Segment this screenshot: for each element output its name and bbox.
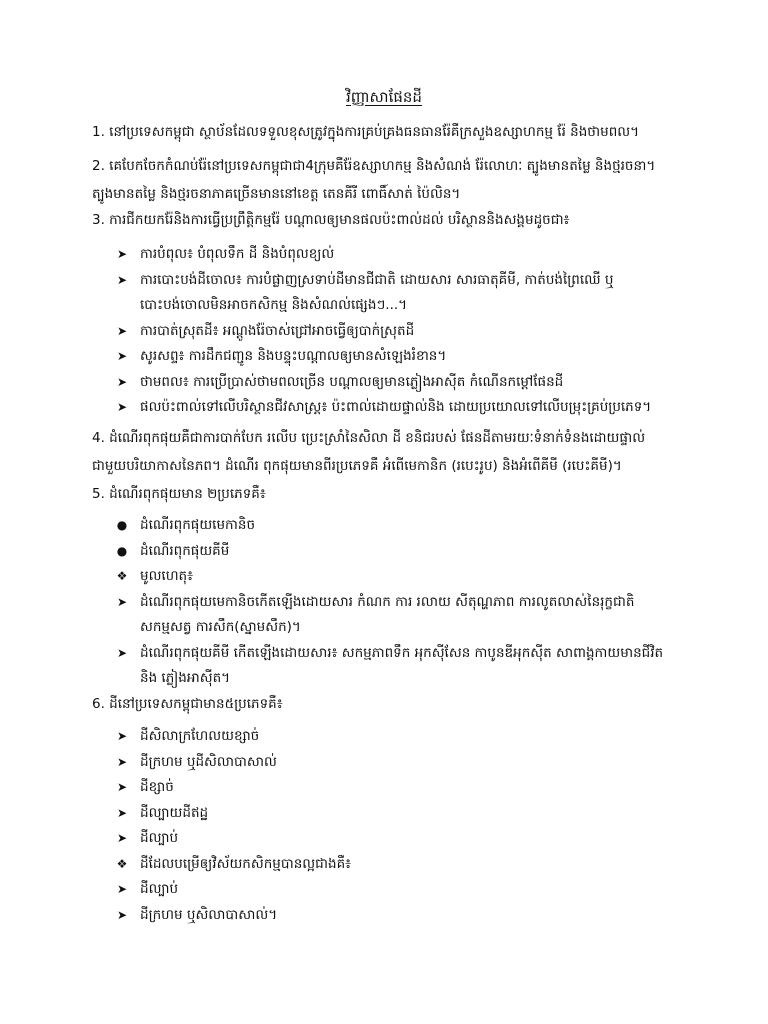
- item-text: ថាមពល៖ ការប្រើប្រាស់ថាមពលច្រើន បណ្តាលឲ្យមានភ្លៀងអាស៊ីត កំណើនកម្ដៅផែនដី: [140, 373, 564, 390]
- item-text: ដីល្បាប់: [140, 830, 179, 846]
- answer-list-6: [113, 724, 683, 928]
- arrow-bullet-icon: ➤: [116, 780, 128, 794]
- arrow-bullet-icon: ➤: [116, 400, 128, 414]
- list-item: [113, 268, 683, 319]
- question-1: [92, 118, 692, 146]
- round-bullet-icon: ●: [116, 543, 128, 558]
- diamond-bullet-icon: ❖: [116, 856, 128, 871]
- list-item: [113, 775, 683, 801]
- item-text: ការបំពុល៖ បំពុលទឹក ដី និងបំពុលខ្យល់: [140, 246, 335, 262]
- item-text: ដីល្បាប់: [140, 881, 179, 897]
- answer-list-3: [113, 242, 683, 421]
- document-title: វិញ្ញាសាផែនដី: [346, 88, 422, 106]
- text-line: ត្បូងមានតម្លៃ និងថ្មរចនាភាគច្រើនមាននៅខេត្ត តេនគីរី ពោធិ៍សាត់ ប៉ៃលិន។: [92, 186, 461, 202]
- arrow-bullet-icon: ➤: [116, 754, 128, 769]
- item-text: ដំណើរពុកផុយមេកានិចកើតឡើងដោយសារ កំណក ការ រលាយ សីតុណ្ហភាព ការលូតលាស់នៃរុក្ខជាតិ: [140, 593, 635, 610]
- arrow-bullet-icon: ➤: [116, 907, 128, 922]
- item-text: ដំណើរពុកផុយមេកានិច: [140, 517, 256, 533]
- question-4: [92, 424, 692, 480]
- text-line: 2. គេបែកចែកកំណប់រ៉ែនៅប្រទេសកម្ពុជាជា4ក្រុមគឺរ៉ែឧស្សាហកម្ម និងសំណង់ រ៉ែលោហៈ ត្បូងមានតម្លៃ និងថ្មរចនា។: [92, 158, 656, 174]
- diamond-bullet-icon: ❖: [116, 569, 128, 583]
- item-text: ផលប៉ះពាល់ទៅលើបរិស្ថានជីវសាស្ត្រ៖ ប៉ះពាល់ដោយផ្ទាល់និង ដោយប្រយោលទៅលើបម្រុះគ្រប់ប្រភេទ។: [140, 399, 652, 415]
- list-item: [113, 242, 683, 268]
- round-bullet-icon: ●: [116, 518, 128, 532]
- list-item: [113, 877, 683, 903]
- question-2: [92, 152, 692, 208]
- list-item: [113, 344, 683, 370]
- item-text: ដីល្បាយដីឥដ្ឋ: [140, 804, 209, 821]
- item-text: ការបាត់ស្រុតដី៖ អណ្តូងរ៉ែចាស់ជ្រៅអាចធ្វើឲ្យបាក់ស្រុតដី: [140, 322, 415, 339]
- list-item: [113, 852, 683, 878]
- list-item: [113, 903, 683, 929]
- list-item: [113, 370, 683, 396]
- list-item: [113, 564, 683, 590]
- arrow-bullet-icon: ➤: [116, 882, 128, 896]
- arrow-bullet-icon: ➤: [116, 323, 128, 338]
- item-text: បោះបង់ចោលមិនអាចកសិកម្ម និងសំណល់ផ្សេងៗ...។: [140, 297, 408, 313]
- arrow-bullet-icon: ➤: [116, 594, 128, 609]
- item-text: ដំណើរពុកផុយគីមី កើតឡើងដោយសារ៖ សកម្មភាពទឹក អុកស៊ីសែន កាបូនឌីអុកស៊ីត សាពាង្គកាយមានជីវិត: [140, 644, 664, 661]
- arrow-bullet-icon: ➤: [116, 805, 128, 820]
- list-item: [113, 724, 683, 750]
- text-line: 4. ដំណើរពុកផុយគឺជាការបាក់បែក រលើប ប្រេះស្រាំនៃសិលា ដី ខនិជរបស់ ផែនដីតាមរយៈទំនាក់ទំនងដោយផ្ទាល់: [92, 430, 646, 446]
- list-item: [113, 319, 683, 345]
- list-item: [113, 750, 683, 776]
- list-item: [113, 395, 683, 421]
- item-text: ដីដែលបម្រើឲ្យវិស័យកសិកម្មបានល្អជាងគឺ៖: [140, 855, 352, 872]
- item-text: សកម្មសត្វ ការសឹក(ស្នាមសឹក)។: [140, 619, 301, 635]
- list-item: [113, 590, 683, 641]
- item-text: សូរសព្ទ៖ ការដឹកជញ្ជូន និងបន្ទុះបណ្តាលឲ្យមានសំឡេងរំខាន។: [140, 348, 447, 364]
- list-item: [113, 826, 683, 852]
- list-item: [113, 641, 683, 692]
- item-text: ដីខ្សាច់: [140, 779, 174, 795]
- item-text: និង ភ្លៀងអាស៊ីត។: [140, 670, 231, 686]
- arrow-bullet-icon: ➤: [116, 374, 128, 389]
- question-6: [92, 690, 692, 718]
- question-5: [92, 480, 692, 508]
- list-item: [113, 539, 683, 565]
- text-line: 6. ដីនៅប្រទេសកម្ពុជាមាន៥ប្រភេទគឺ៖: [92, 696, 283, 712]
- arrow-bullet-icon: ➤: [116, 729, 128, 743]
- text-line: ជាមួយបរិយាកាសនៃភព។ ដំណើរ ពុកផុយមានពីរប្រភេទគឺ អំពើមេកានិក (របេះរូប) និងអំពើគីមី (របេះគីមី)។: [92, 458, 622, 474]
- text-line: 1. នៅប្រទេសកម្ពុជា ស្ថាប័នដែលទទួលខុសត្រូវក្នុងការគ្រប់គ្រងធនធានរ៉ែគឺក្រសួងឧស្សាហកម្ម រ៉ែ និងថាមពល។: [92, 124, 640, 140]
- arrow-bullet-icon: ➤: [116, 247, 128, 261]
- item-text: ដីសិលាក្រហែលយខ្សាច់: [140, 728, 260, 744]
- arrow-bullet-icon: ➤: [116, 272, 128, 287]
- list-item: [113, 513, 683, 539]
- item-text: ដំណើរពុកផុយគីមី: [140, 542, 230, 559]
- arrow-bullet-icon: ➤: [116, 831, 128, 845]
- question-3: [92, 206, 692, 234]
- arrow-bullet-icon: ➤: [116, 349, 128, 363]
- text-line: 5. ដំណើរពុកផុយមាន ២ប្រភេទគឺ៖: [92, 486, 266, 502]
- item-text: ដីក្រហម ឬដីសិលាបាសាល់: [140, 753, 277, 770]
- list-item: [113, 801, 683, 827]
- item-text: មូលហេតុ៖: [140, 568, 194, 584]
- item-text: ការបោះបង់ដីចោល៖ ការបំផ្លាញស្រទាប់ដីមានជីជាតិ ដោយសារ សារធាតុគីមី, កាត់បង់ព្រៃឈើ ឬ: [140, 271, 614, 288]
- text-line: 3. ការជីកយករ៉ែនិងការធ្វើប្រព្រឹត្តិកម្មរ៉ែ បណ្តាលឲ្យមានផលប៉ះពាល់ដល់ បរិស្ថាននិងសង្គមដូចជា៖: [92, 212, 570, 228]
- arrow-bullet-icon: ➤: [116, 645, 128, 660]
- answer-list-5: [113, 513, 683, 692]
- item-text: ដីក្រហម ឬសិលាបាសាល់។: [140, 906, 278, 923]
